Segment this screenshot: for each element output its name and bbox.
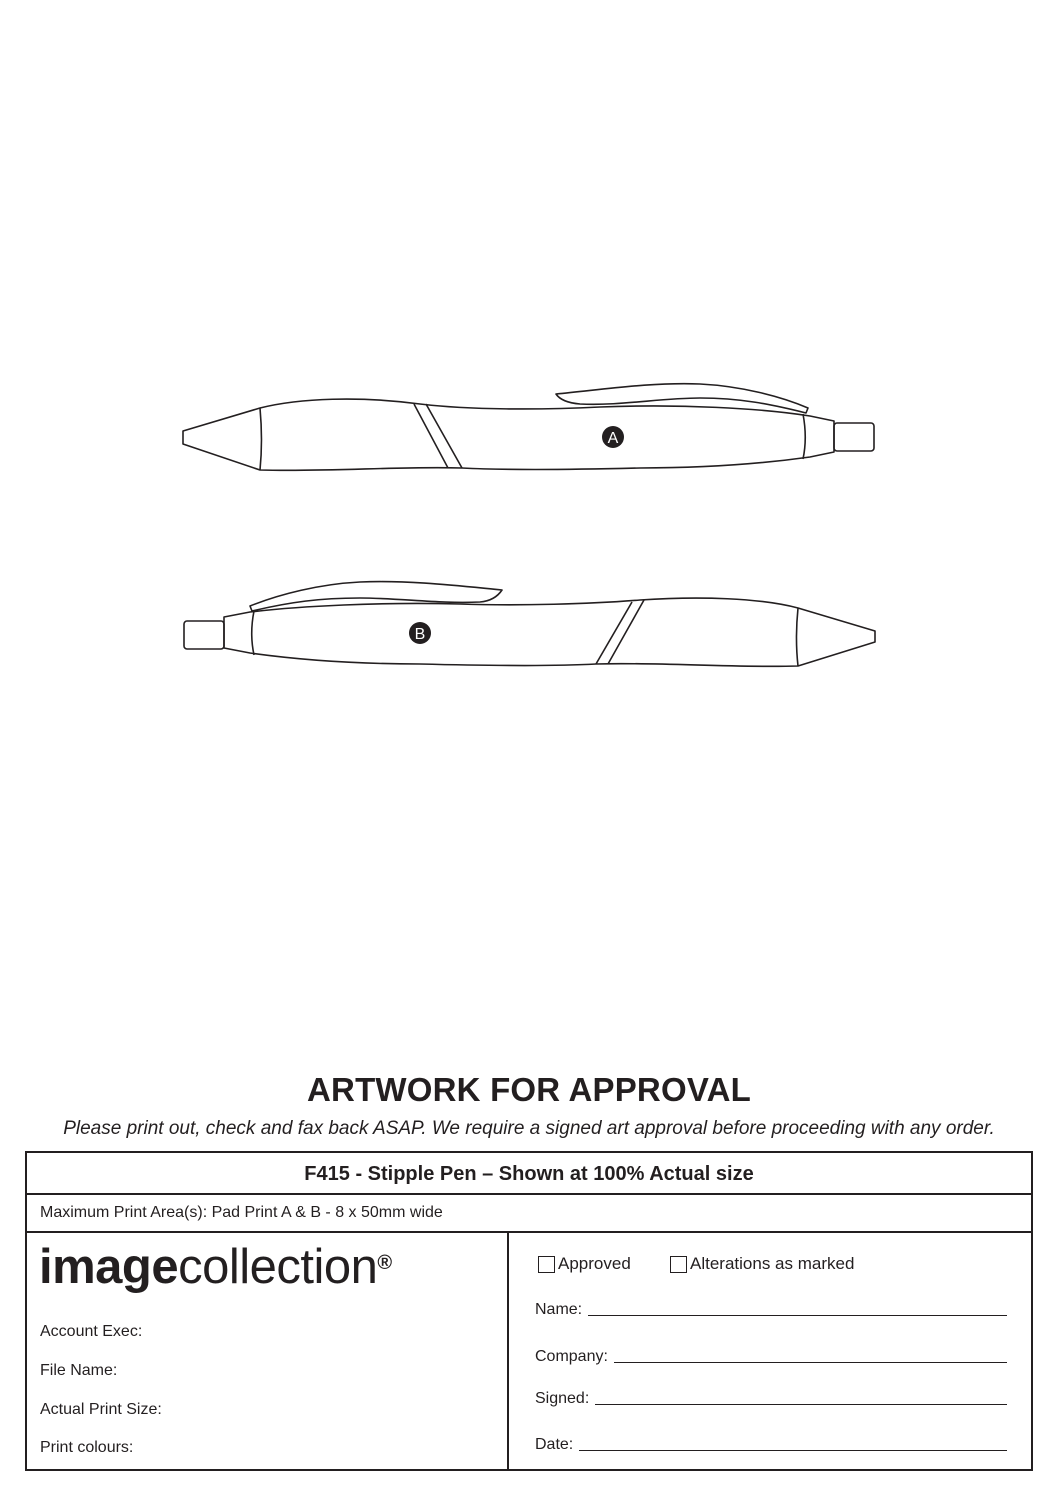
print-area-b-marker xyxy=(409,622,431,644)
pen-bottom-view xyxy=(184,582,875,667)
name-signature-line[interactable] xyxy=(588,1315,1007,1316)
print-area-a-marker xyxy=(602,426,624,448)
date-field[interactable] xyxy=(535,1436,1007,1454)
date-signature-line[interactable] xyxy=(579,1450,1007,1451)
name-field[interactable] xyxy=(535,1301,1007,1319)
signed-label: Signed: xyxy=(535,1390,590,1407)
pen-top-view xyxy=(183,384,874,471)
approved-option[interactable] xyxy=(538,1254,631,1274)
actual-print-size-label: Actual Print Size: xyxy=(40,1401,162,1418)
company-label: Company: xyxy=(535,1348,608,1365)
logo-bold-text: image xyxy=(39,1240,179,1294)
approval-column xyxy=(509,1233,1031,1471)
company-field[interactable] xyxy=(535,1348,1007,1366)
alterations-label: Alterations as marked xyxy=(690,1254,855,1273)
approved-checkbox[interactable] xyxy=(538,1256,555,1273)
account-exec-label: Account Exec: xyxy=(40,1323,143,1340)
alterations-checkbox[interactable] xyxy=(670,1256,687,1273)
page-subtitle: Please print out, check and fax back ASAP. We require a signed art approval before proceeding with any order. xyxy=(63,1118,995,1139)
signed-field[interactable] xyxy=(535,1390,1007,1408)
approved-label: Approved xyxy=(558,1254,631,1273)
name-label: Name: xyxy=(535,1301,583,1318)
registered-mark-icon: ® xyxy=(377,1252,392,1274)
company-info-column xyxy=(27,1233,509,1471)
print-area-a-label: A xyxy=(607,430,619,447)
company-signature-line[interactable] xyxy=(614,1362,1007,1363)
approval-panel xyxy=(25,1151,1033,1471)
alterations-option[interactable] xyxy=(670,1254,854,1274)
page-title: ARTWORK FOR APPROVAL xyxy=(307,1071,751,1108)
print-area-row: Maximum Print Area(s): Pad Print A & B - 8 x 50mm wide xyxy=(27,1195,1031,1233)
product-row: F415 - Stipple Pen – Shown at 100% Actual size xyxy=(27,1153,1031,1195)
logo-regular-text: collection xyxy=(178,1240,378,1294)
print-colours-label: Print colours: xyxy=(40,1439,134,1456)
signed-signature-line[interactable] xyxy=(595,1404,1007,1405)
file-name-label: File Name: xyxy=(40,1362,118,1379)
imagecollection-logo xyxy=(39,1239,392,1295)
print-area-b-label: B xyxy=(414,626,426,643)
date-label: Date: xyxy=(535,1436,574,1453)
